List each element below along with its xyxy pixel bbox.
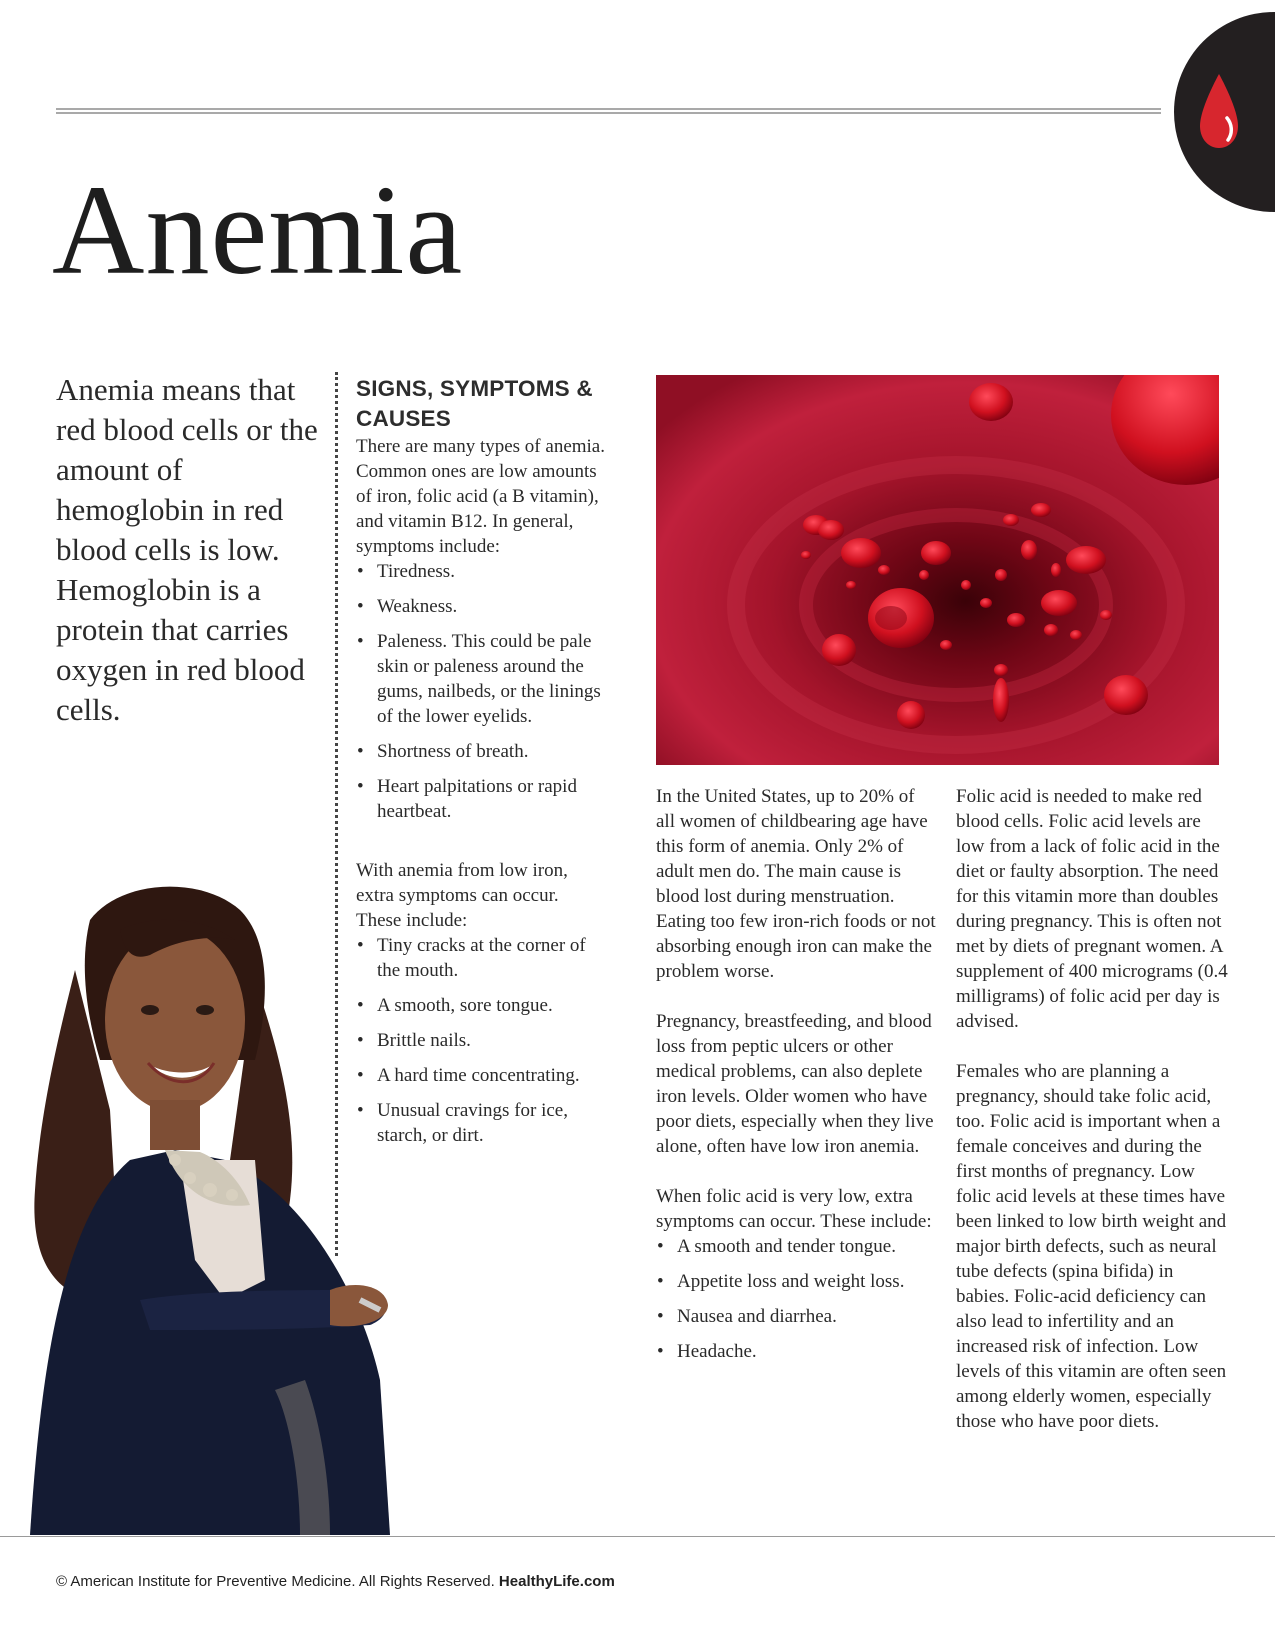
paragraph: Females who are planning a pregnancy, should take folic acid, too. Folic acid is important when a female conceives and during the first months of pregnancy. Low folic acid levels at these times have been linked to low birth weight and major birth defects, such as neural tube defects (spina bifida) in babies. Folic-acid deficiency can also lead to infertility and an increased risk of infection. Low levels of this vitamin are often seen among elderly women, especially those who have poor diets. [956,1061,1227,1432]
iron-lead: With anemia from low iron, extra symptoms can occur. These include: [356,860,568,931]
list-item: • Appetite loss and weight loss. [656,1269,936,1294]
list-item: • Paleness. This could be pale skin or paleness around the gums, nailbeds, or the linings of the lower eyelids. [356,629,606,729]
list-item: • Heart palpitations or rapid heartbeat. [356,774,606,824]
list-item: • A hard time concentrating. [356,1063,606,1088]
symptoms-list [356,559,606,824]
folic-symptoms-list [656,1234,936,1364]
footer-copyright: © American Institute for Preventive Medicine. All Rights Reserved. [56,1573,499,1590]
list-item: • Shortness of breath. [356,739,606,764]
footer-rule [0,1536,1275,1537]
list-item: • Brittle nails. [356,1028,606,1053]
paragraph: In the United States, up to 20% of all women of childbearing age have this form of anemia. Only 2% of adult men do. The main cause is blood lost during menstruation. Eating too few iron-rich foods or not absorbing enough iron can make the problem worse. [656,786,936,982]
list-item: • Headache. [656,1339,936,1364]
iron-anemia-column [656,784,936,1374]
blood-drop-icon [1196,72,1242,152]
woman-portrait-image [0,860,420,1535]
list-item: • Unusual cravings for ice, starch, or dirt. [356,1098,606,1148]
paragraph: Folic acid is needed to make red blood cells. Folic acid levels are low from a lack of folic acid in the diet or faulty absorption. The need for this vitamin more than doubles during pregnancy. This is often not met by diets of pregnant women. A supplement of 400 micrograms (0.4 milligrams) of folic acid per day is advised. [956,786,1228,1032]
header-rule [56,108,1161,114]
paragraph: When folic acid is very low, extra symptoms can occur. These include: [656,1186,932,1232]
blood-drop-badge [1174,12,1275,212]
list-item: • Nausea and diarrhea. [656,1304,936,1329]
paragraph: Pregnancy, breastfeeding, and blood loss from peptic ulcers or other medical problems, can also deplete iron levels. Older women who have poor diets, especially when they live alone, often have low iron anemia. [656,1011,934,1157]
section-heading [356,374,606,434]
folic-acid-column [956,784,1231,1434]
symptoms-lead: There are many types of anemia. Common ones are low amounts of iron, folic acid (a B vitamin), and vitamin B12. In general, symptoms include: [356,436,605,557]
list-item: • Weakness. [356,594,606,619]
list-item: • A smooth and tender tongue. [656,1234,936,1259]
intro-paragraph: Anemia means that red blood cells or the amount of hemoglobin in red blood cells is low. Hemoglobin is a protein that carries oxygen in red blood cells. [56,372,318,727]
list-item: • Tiny cracks at the corner of the mouth. [356,933,606,983]
footer-site-link[interactable]: HealthyLife.com [498,1573,615,1590]
list-item: • Tiredness. [356,559,606,584]
list-item: • A smooth, sore tongue. [356,993,606,1018]
blood-cells-image [656,375,1219,765]
section-heading-line2: CAUSES [356,406,451,431]
section-heading-line1: SIGNS, SYMPTOMS & [356,376,593,401]
page-title: Anemia [52,159,464,301]
footer [56,1573,615,1590]
